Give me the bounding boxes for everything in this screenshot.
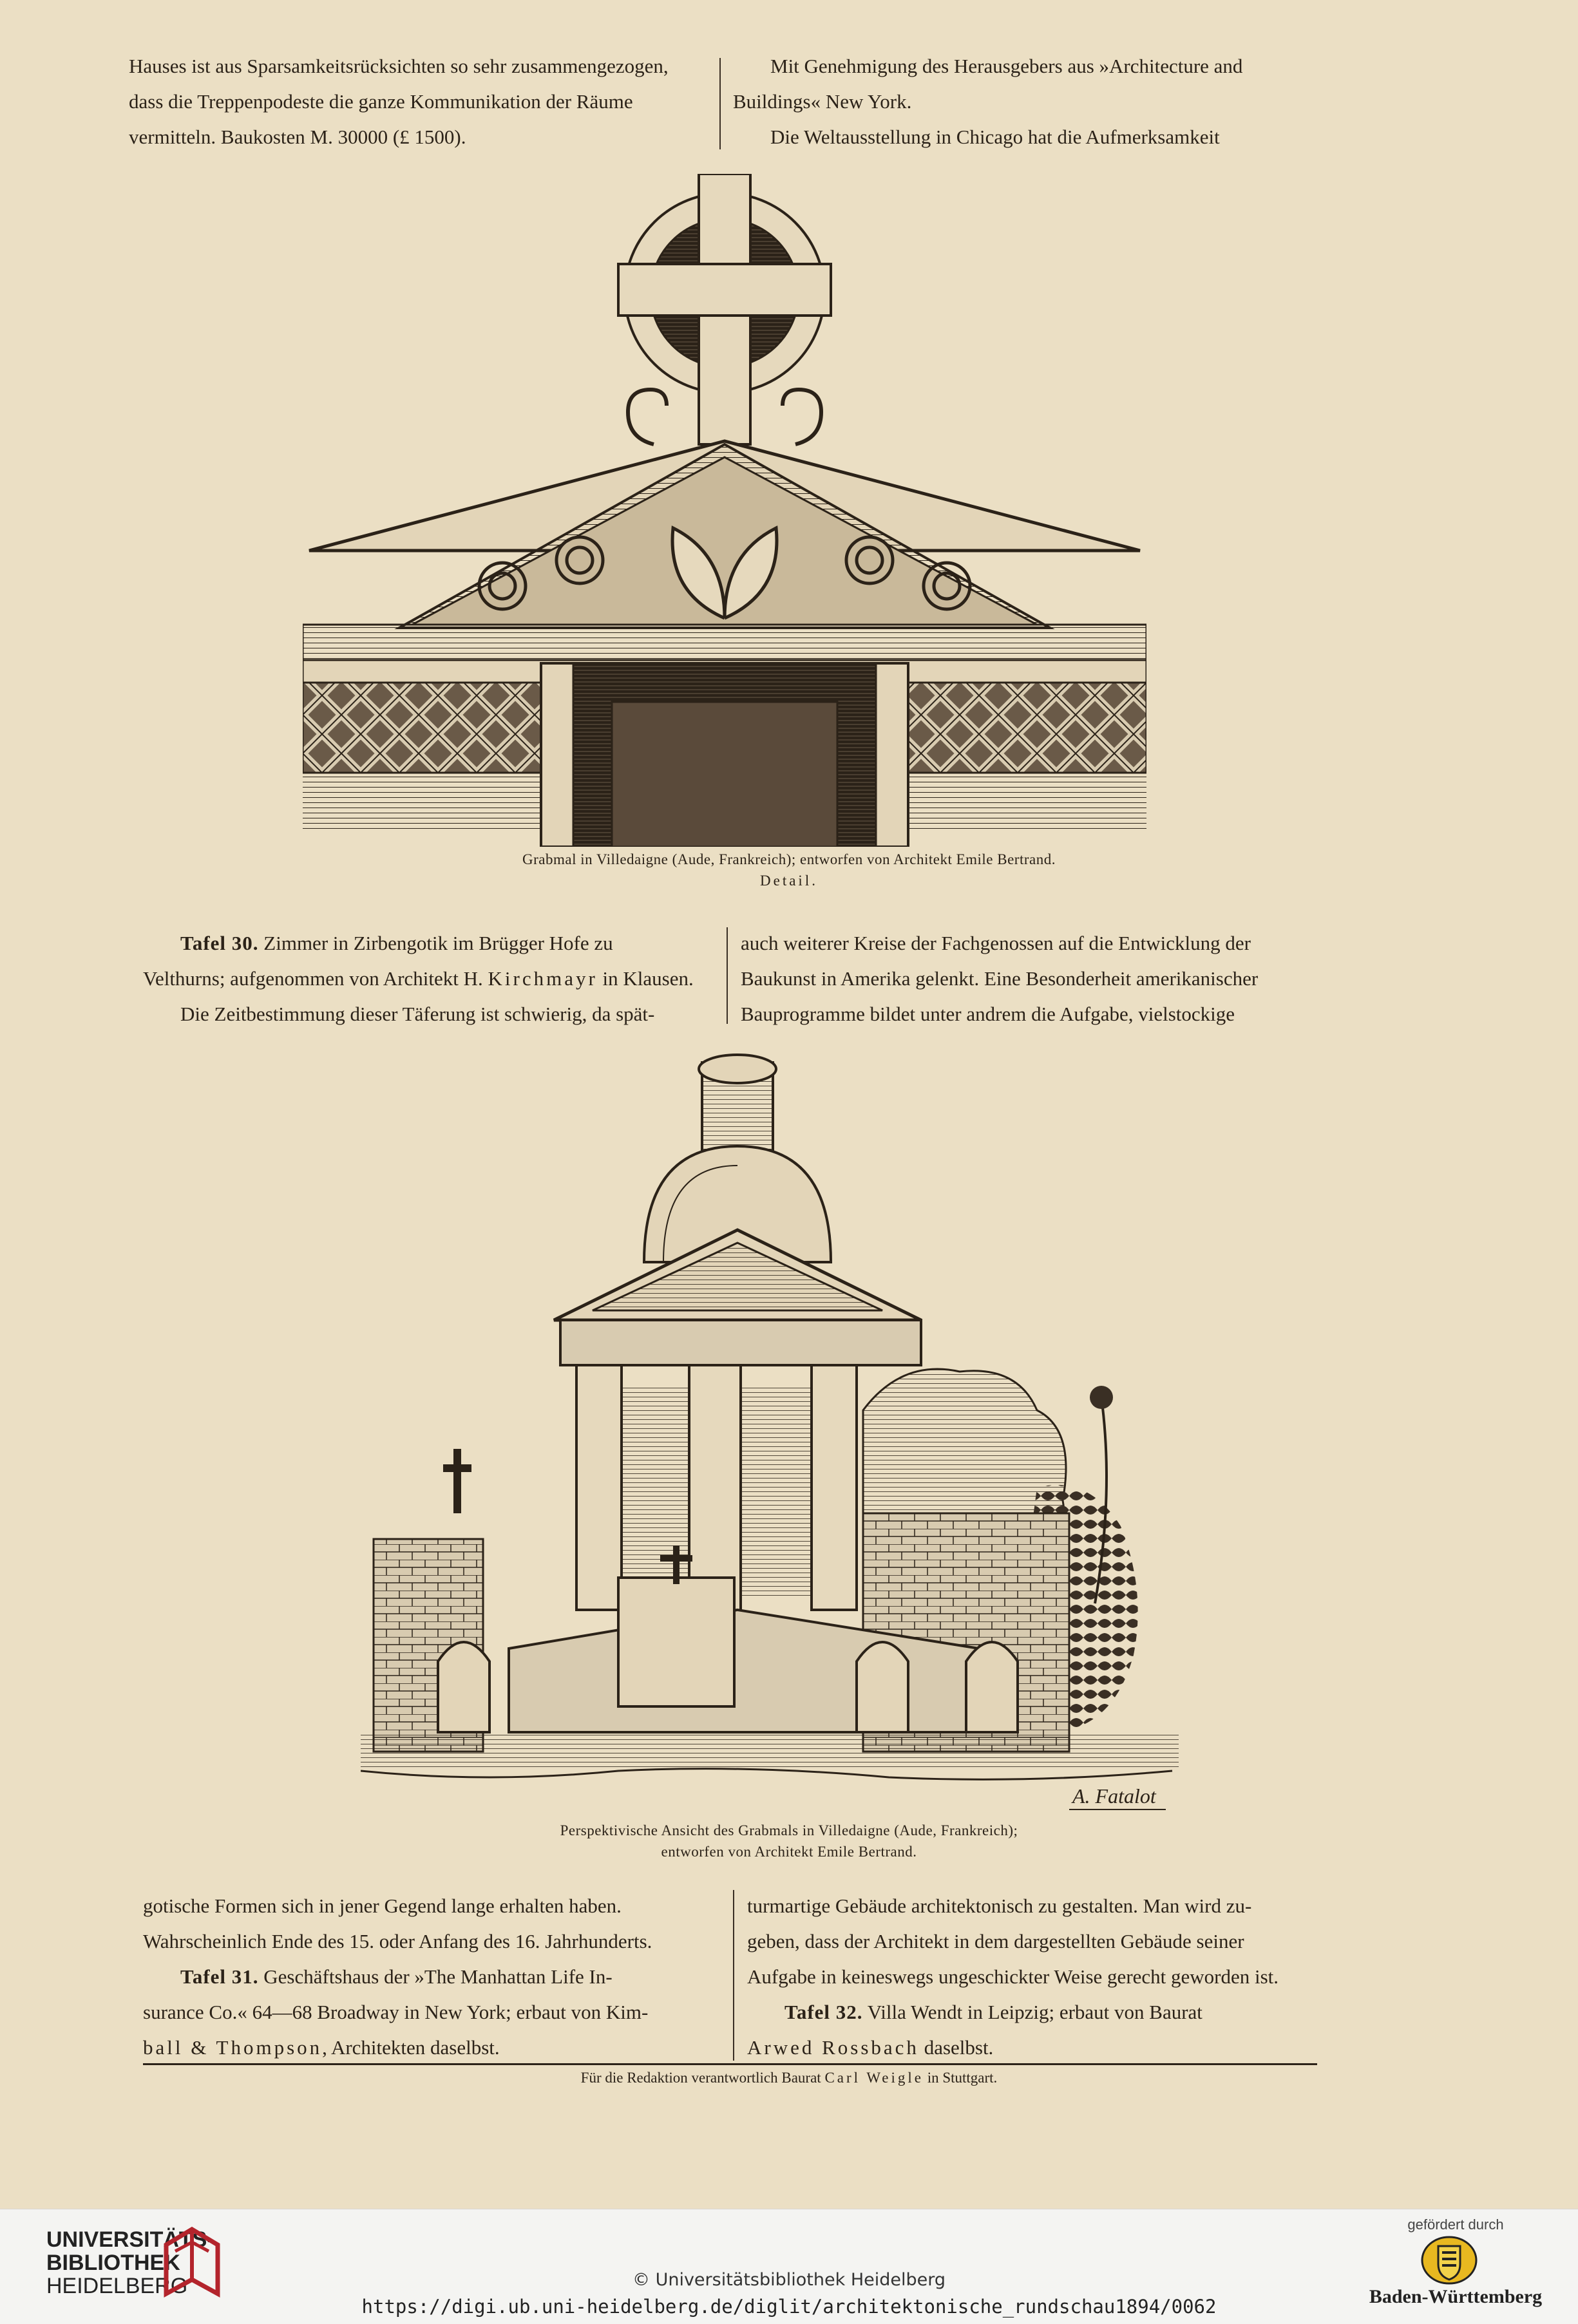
- text-line: dass die Treppenpodeste die ganze Kommunikation der Räume: [129, 90, 633, 113]
- text-line: Bauprogramme bildet unter andrem die Aufgabe, vielstockige: [741, 1003, 1235, 1025]
- library-name-line: BIBLIOTHEK: [46, 2251, 180, 2275]
- bottom-left-column: [143, 1888, 719, 2065]
- bottom-right-column: [747, 1888, 1324, 2065]
- caption-line: entworfen von Architekt Emile Bertrand.: [661, 1844, 917, 1860]
- caption-line: Grabmal in Villedaigne (Aude, Frankreich); entworfen von Architekt Emile Bertrand.: [522, 851, 1056, 867]
- editor-name: Carl Weigle: [824, 2070, 924, 2086]
- text-line: Die Zeitbestimmung dieser Täferung ist schwierig, da spät-: [180, 1003, 655, 1025]
- text-line: geben, dass der Architekt in dem dargestellten Gebäude seiner: [747, 1930, 1244, 1952]
- text-line: Zimmer in Zirbengotik im Brügger Hofe zu: [258, 932, 613, 954]
- text-line: auch weiterer Kreise der Fachgenossen auf die Entwicklung der: [741, 932, 1251, 954]
- text-line: vermitteln. Baukosten M. 30000 (£ 1500).: [129, 126, 466, 148]
- text-line: Für die Redaktion verantwortlich Baurat: [580, 2070, 825, 2086]
- figure1-caption: [0, 849, 1578, 891]
- permalink-url[interactable]: https://digi.ub.uni-heidelberg.de/diglit/architektonische_rundschau1894/0062: [361, 2296, 1217, 2318]
- text-line: in Stuttgart.: [923, 2070, 998, 2086]
- tafel-31-label: Tafel 31.: [180, 1965, 259, 1988]
- library-name-line: HEIDELBERG: [46, 2274, 188, 2298]
- text-line: turmartige Gebäude architektonisch zu gestalten. Man wird zu-: [747, 1894, 1252, 1917]
- copyright-notice: © Universitätsbibliothek Heidelberg: [632, 2270, 946, 2290]
- library-name-line: UNIVERSITÄTS-: [46, 2227, 214, 2252]
- architect-name: ball & Thompson: [143, 2036, 323, 2059]
- column-divider: [733, 1890, 734, 2061]
- text-line: in Klausen.: [597, 967, 694, 990]
- text-line: Geschäftshaus der »The Manhattan Life In-: [258, 1965, 613, 1988]
- tomb-perspective-engraving: [361, 1050, 1179, 1819]
- architect-name: Kirchmayr: [488, 967, 598, 990]
- middle-right-column: [741, 925, 1317, 1032]
- text-line: Mit Genehmigung des Herausgebers aus »Architecture and: [770, 55, 1243, 77]
- column-divider: [719, 58, 721, 149]
- caption-line: Perspektivische Ansicht des Grabmals in Villedaigne (Aude, Frankreich);: [560, 1822, 1018, 1838]
- top-left-column: [129, 48, 705, 155]
- sponsor-state: Baden-Württemberg: [1369, 2286, 1543, 2307]
- architect-name: Arwed Rossbach: [747, 2036, 919, 2059]
- editor-note: [0, 2070, 1578, 2086]
- column-divider: [727, 927, 728, 1024]
- text-line: Hauses ist aus Sparsamkeitsrücksichten so sehr zusammengezogen,: [129, 55, 669, 77]
- text-line: Velthurns; aufgenommen von Architekt H.: [143, 967, 488, 990]
- tafel-32-label: Tafel 32.: [784, 2001, 863, 2023]
- middle-left-column: [143, 925, 713, 1032]
- text-line: Villa Wendt in Leipzig; erbaut von Baurat: [862, 2001, 1203, 2023]
- caption-line: Detail.: [760, 873, 818, 889]
- tafel-30-label: Tafel 30.: [180, 932, 259, 954]
- text-line: Die Weltausstellung in Chicago hat die Aufmerksamkeit: [770, 126, 1220, 148]
- text-line: Buildings« New York.: [733, 90, 912, 113]
- text-line: daselbst.: [918, 2036, 994, 2059]
- top-right-column: [733, 48, 1309, 155]
- footer-rule: [143, 2063, 1317, 2065]
- artist-signature: A. Fatalot: [1072, 1784, 1156, 1808]
- text-line: Baukunst in Amerika gelenkt. Eine Besonderheit amerikanischer: [741, 967, 1259, 990]
- tomb-detail-engraving: [303, 174, 1146, 847]
- coat-of-arms-icon[interactable]: [1420, 2234, 1478, 2286]
- text-line: Wahrscheinlich Ende des 15. oder Anfang des 16. Jahrhunderts.: [143, 1930, 652, 1952]
- figure2-caption: [0, 1820, 1578, 1862]
- text-line: gotische Formen sich in jener Gegend lange erhalten haben.: [143, 1894, 622, 1917]
- text-line: , Architekten daselbst.: [322, 2036, 500, 2059]
- text-line: surance Co.« 64—68 Broadway in New York; erbaut von Kim-: [143, 2001, 649, 2023]
- sponsor-label: gefördert durch: [1407, 2216, 1504, 2233]
- text-line: Aufgabe in keineswegs ungeschickter Weise gerecht geworden ist.: [747, 1965, 1279, 1988]
